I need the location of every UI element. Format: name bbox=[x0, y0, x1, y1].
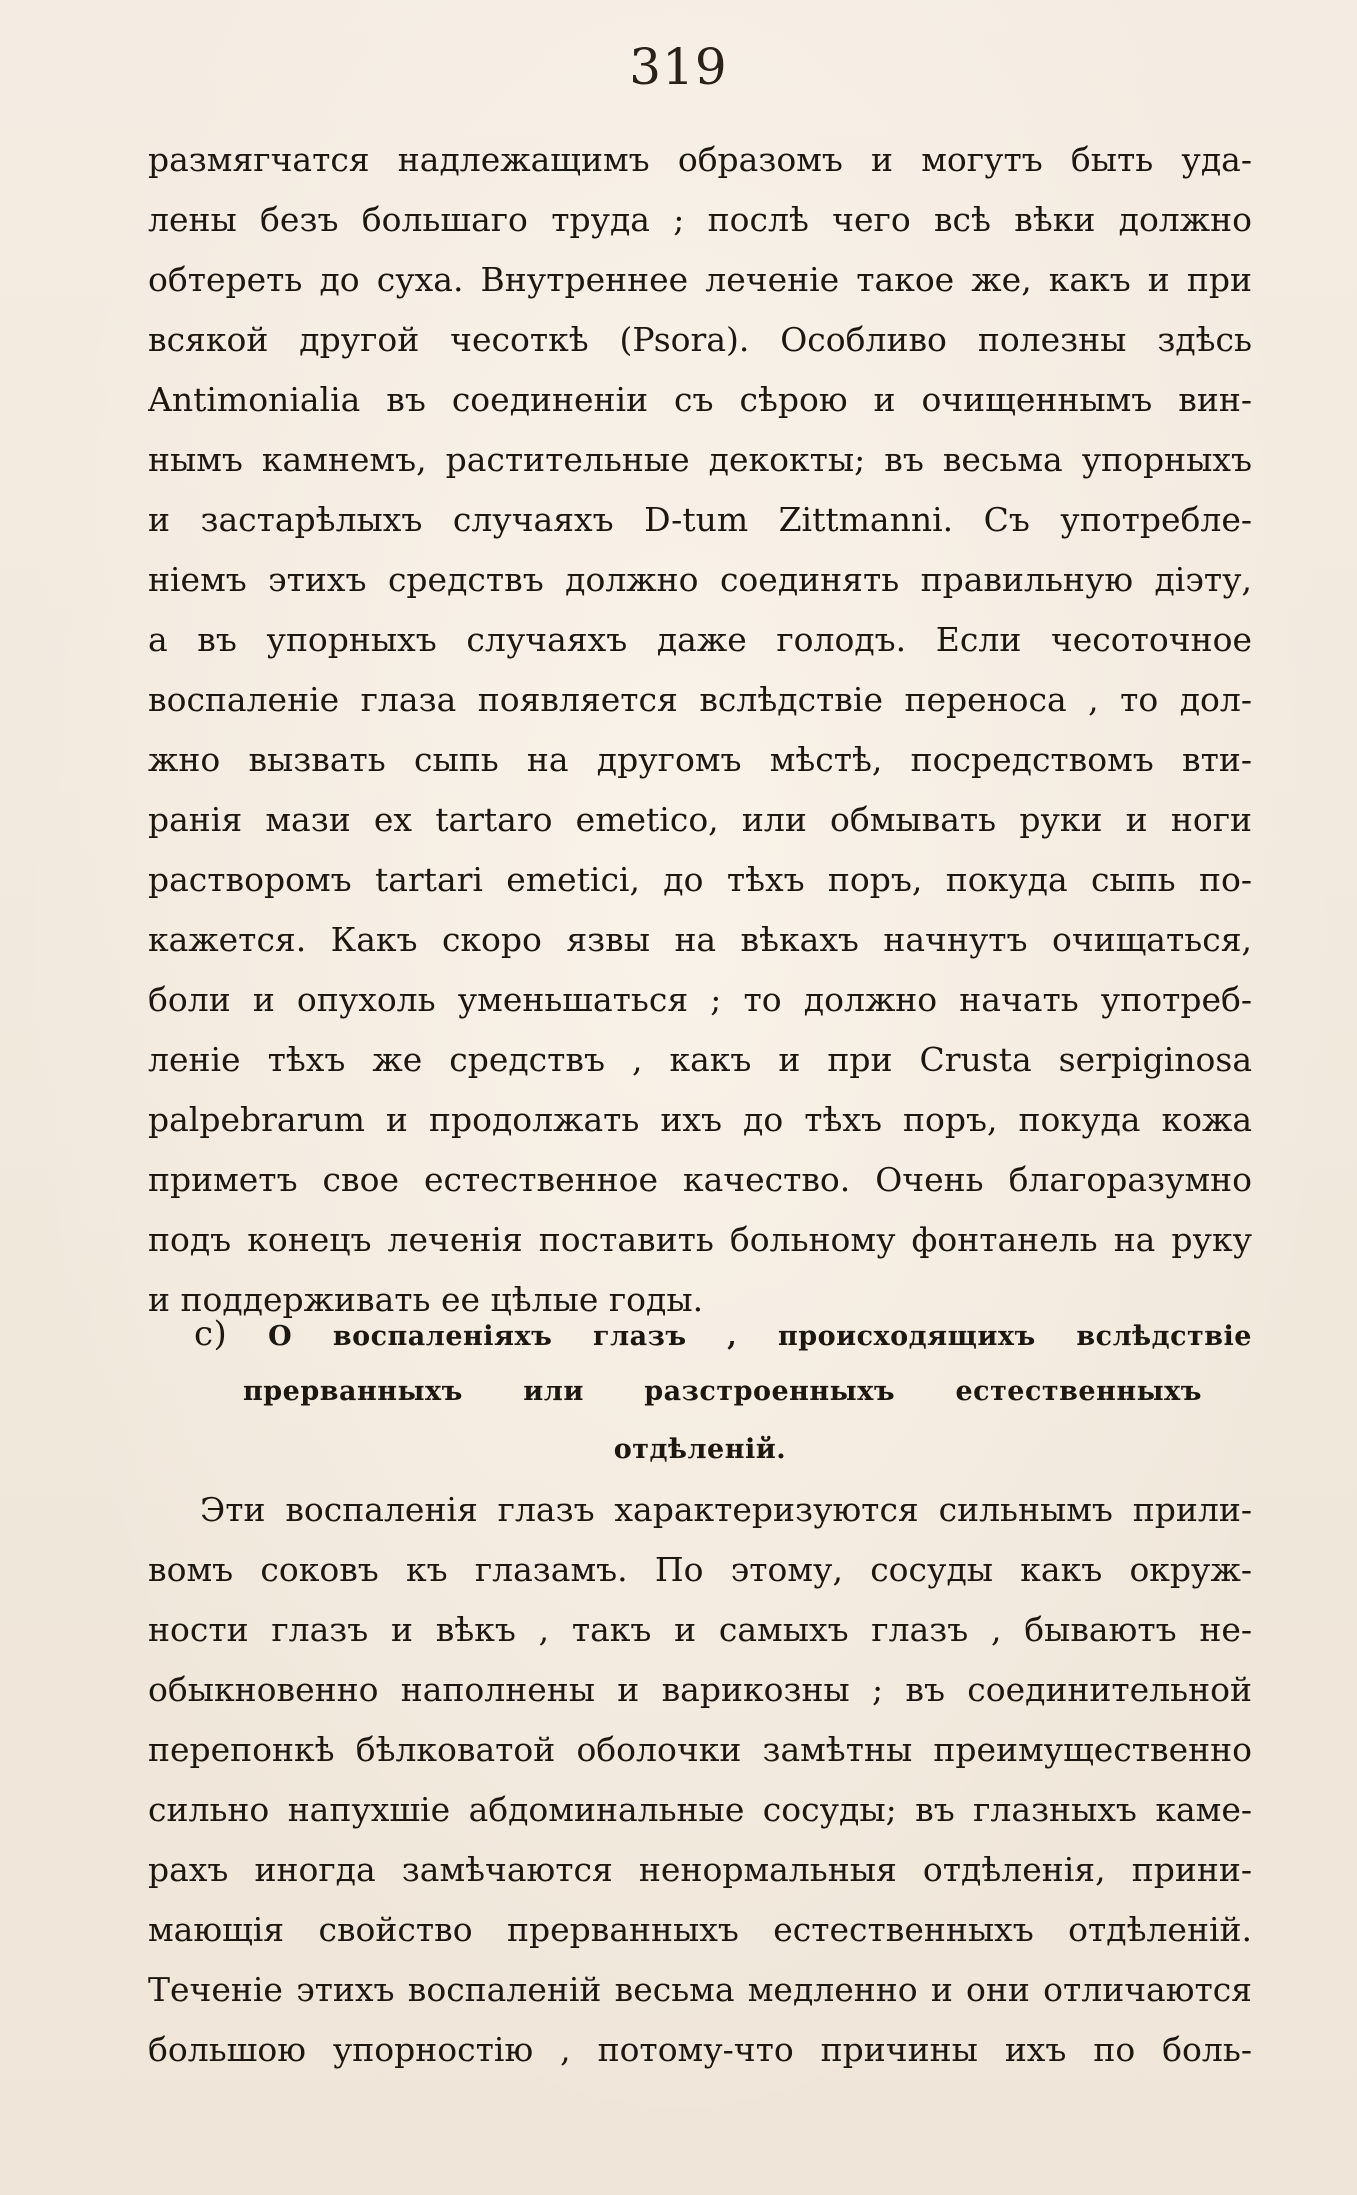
text-line: растворомъ tartari emetici, до тѣхъ поръ, покуда сыпь по- bbox=[148, 860, 1252, 899]
section-marker: c) bbox=[194, 1314, 228, 1354]
section-heading-line: прерванныхъ или разстроенныхъ естественныхъ bbox=[243, 1376, 1202, 1407]
page-number: 319 bbox=[629, 38, 728, 96]
text-line: Эти воспаленія глазъ характеризуются сильнымъ прили- bbox=[200, 1490, 1252, 1529]
text-line: лены безъ большаго труда ; послѣ чего всѣ вѣки должно bbox=[148, 200, 1252, 239]
paragraph-inflammations bbox=[148, 1480, 1252, 2080]
text-line: нымъ камнемъ, растительные декокты; въ весьма упорныхъ bbox=[148, 440, 1252, 479]
text-line: ранія мази ex tartaro emetico, или обмывать руки и ноги bbox=[148, 800, 1252, 839]
text-line: приметъ свое естественное качество. Очень благоразумно bbox=[148, 1160, 1252, 1199]
text-line: боли и опухоль уменьшаться ; то должно начать употреб- bbox=[148, 980, 1252, 1019]
text-line: вомъ соковъ къ глазамъ. По этому, сосуды какъ окруж- bbox=[148, 1550, 1252, 1589]
section-heading-text: О воспаленіяхъ глазъ , происходящихъ вслѣдствіе bbox=[268, 1321, 1252, 1352]
text-line: обыкновенно наполнены и варикозны ; въ соединительной bbox=[148, 1670, 1252, 1709]
text-line: жно вызвать сыпь на другомъ мѣстѣ, посредствомъ вти- bbox=[148, 740, 1252, 779]
text-line: Теченіе этихъ воспаленій весьма медленно и они отличаются bbox=[148, 1970, 1252, 2009]
text-line: обтереть до суха. Внутреннее леченіе такое же, какъ и при bbox=[148, 260, 1252, 299]
text-line: подъ конецъ леченія поставить больному фонтанель на руку bbox=[148, 1220, 1252, 1259]
text-line: леніе тѣхъ же средствъ , какъ и при Crusta serpiginosa bbox=[148, 1040, 1252, 1079]
text-line: и застарѣлыхъ случаяхъ D-tum Zittmanni. Съ употребле- bbox=[148, 500, 1252, 539]
text-line: мающія свойство прерванныхъ естественныхъ отдѣленій. bbox=[148, 1910, 1252, 1949]
text-line: palpebrarum и продолжать ихъ до тѣхъ поръ, покуда кожа bbox=[148, 1100, 1252, 1139]
text-line: кажется. Какъ скоро язвы на вѣкахъ начнутъ очищаться, bbox=[148, 920, 1252, 959]
section-heading bbox=[148, 1305, 1252, 1479]
text-line: а въ упорныхъ случаяхъ даже голодъ. Если чесоточное bbox=[148, 620, 1252, 659]
text-line: большою упорностію , потому-что причины ихъ по боль- bbox=[148, 2030, 1252, 2069]
text-line: ности глазъ и вѣкъ , такъ и самыхъ глазъ , бываютъ не- bbox=[148, 1610, 1252, 1649]
text-line: перепонкѣ бѣлковатой оболочки замѣтны преимущественно bbox=[148, 1730, 1252, 1769]
section-heading-line: отдѣленій. bbox=[613, 1434, 787, 1465]
text-line: всякой другой чесоткѣ (Psora). Особливо полезны здѣсь bbox=[148, 320, 1252, 359]
text-line: сильно напухшіе абдоминальные сосуды; въ глазныхъ каме- bbox=[148, 1790, 1252, 1829]
text-line: Antimonialia въ соединеніи съ сѣрою и очищеннымъ вин- bbox=[148, 380, 1252, 419]
text-line: размягчатся надлежащимъ образомъ и могутъ быть уда- bbox=[148, 140, 1252, 179]
text-line: воспаленіе глаза появляется вслѣдствіе переноса , то дол- bbox=[148, 680, 1252, 719]
text-line: ніемъ этихъ средствъ должно соединять правильную діэту, bbox=[148, 560, 1252, 599]
section-heading-line bbox=[148, 1305, 1252, 1363]
paragraph-treatment bbox=[148, 130, 1252, 1330]
text-line: рахъ иногда замѣчаются ненормальныя отдѣленія, прини- bbox=[148, 1850, 1252, 1889]
text-line: и поддерживать ее цѣлые годы. bbox=[148, 1280, 704, 1319]
